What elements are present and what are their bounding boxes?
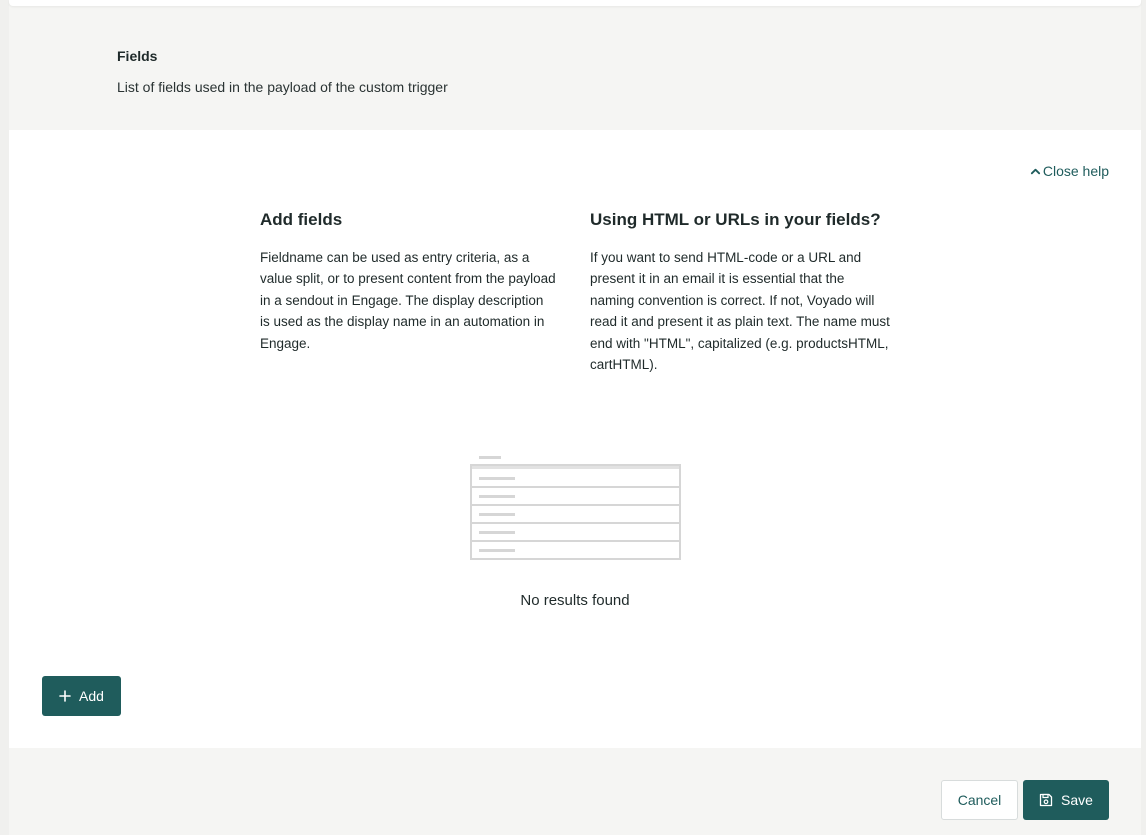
plus-icon: [59, 690, 71, 702]
empty-state-message: No results found: [520, 592, 630, 609]
footer-actions: [9, 748, 1141, 835]
chevron-up-icon: [1030, 166, 1041, 177]
content-panel: [9, 130, 1141, 748]
help-title: Using HTML or URLs in your fields?: [590, 210, 881, 229]
close-help-link[interactable]: [1030, 163, 1109, 179]
save-button[interactable]: [1023, 780, 1109, 820]
save-icon: [1039, 793, 1053, 807]
add-field-button[interactable]: [42, 676, 121, 716]
help-title: Add fields: [260, 210, 343, 229]
section-description: List of fields used in the payload of the custom trigger: [117, 79, 448, 95]
help-column-html-urls: [590, 210, 890, 375]
close-help-label: Close help: [1042, 163, 1109, 179]
cancel-button[interactable]: Cancel: [941, 780, 1018, 820]
help-body: If you want to send HTML-code or a URL and present it in an email it is essential that the naming convention is correct. If not, Voyado will read it and present it as plain text. The name must end with "HTML", capitalized (e.g. productsHTML, cartHTML).: [590, 250, 890, 373]
add-button-label: Add: [79, 688, 104, 704]
fields-section-header: [9, 12, 1141, 130]
top-strip: [9, 0, 1141, 6]
empty-table-icon: [470, 454, 682, 562]
save-button-label: Save: [1061, 792, 1093, 808]
help-column-add-fields: [260, 210, 556, 354]
page-frame: [9, 0, 1141, 835]
help-body: Fieldname can be used as entry criteria, as a value split, or to present content from the payload in a sendout in Engage. The display description is used as the display name in an automation in Engage.: [260, 250, 556, 351]
section-title: Fields: [117, 48, 158, 64]
